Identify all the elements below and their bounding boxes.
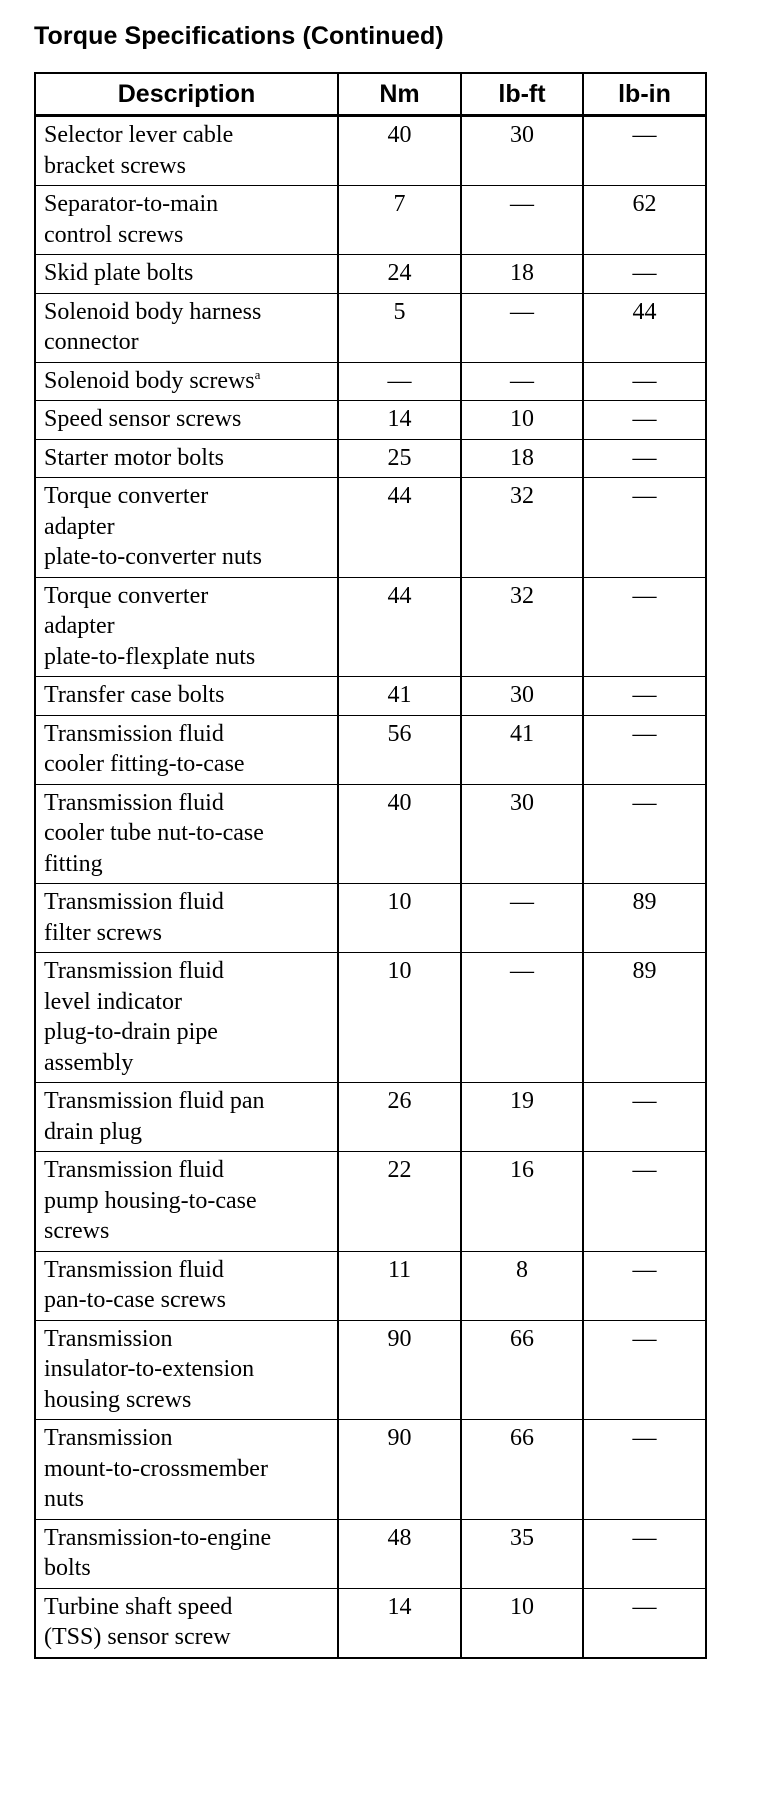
row-description [35, 478, 338, 578]
table-row [35, 186, 706, 255]
row-lb-ft: 16 [461, 1152, 583, 1252]
table-row [35, 362, 706, 401]
column-header-lb-ft: lb-ft [461, 73, 583, 116]
row-lb-in: — [583, 362, 706, 401]
row-nm: 90 [338, 1320, 461, 1420]
description-text: Transmission fluid cooler tube nut-to-case fitting [44, 789, 264, 877]
row-lb-in: — [583, 577, 706, 677]
row-description [35, 362, 338, 401]
row-description [35, 577, 338, 677]
row-description [35, 439, 338, 478]
description-text: Transmission fluid pump housing-to-case screws [44, 1157, 257, 1244]
row-lb-in: — [583, 1083, 706, 1152]
table-row [35, 1519, 706, 1588]
row-nm: 10 [338, 953, 461, 1083]
table-row [35, 1588, 706, 1658]
description-text: Transmission mount-to-crossmember nuts [44, 1425, 268, 1512]
row-lb-ft: 19 [461, 1083, 583, 1152]
row-lb-in: — [583, 1519, 706, 1588]
row-nm: 14 [338, 401, 461, 440]
table-row [35, 1320, 706, 1420]
row-lb-ft: 18 [461, 439, 583, 478]
row-nm: 90 [338, 1420, 461, 1520]
table-row [35, 1420, 706, 1520]
table-row [35, 884, 706, 953]
row-lb-ft: 30 [461, 677, 583, 716]
table-row [35, 401, 706, 440]
description-text: Transfer case bolts [44, 682, 225, 708]
row-lb-in: — [583, 1251, 706, 1320]
row-lb-in: — [583, 784, 706, 884]
row-description [35, 186, 338, 255]
row-description [35, 1588, 338, 1658]
description-text: Torque converter adapter plate-to-converter nuts [44, 483, 262, 570]
row-nm: 22 [338, 1152, 461, 1252]
row-description [35, 953, 338, 1083]
row-lb-in: — [583, 1320, 706, 1420]
row-lb-ft: — [461, 293, 583, 362]
table-row [35, 677, 706, 716]
row-nm: 25 [338, 439, 461, 478]
row-nm: 40 [338, 784, 461, 884]
description-text: Separator-to-main control screws [44, 191, 219, 248]
description-text: Selector lever cable bracket screws [44, 122, 234, 179]
description-text: Starter motor bolts [44, 444, 224, 471]
column-header-description: Description [35, 73, 338, 116]
row-nm: 56 [338, 715, 461, 784]
table-header-row [35, 73, 706, 116]
row-description [35, 884, 338, 953]
row-lb-in: — [583, 116, 706, 186]
table-row [35, 439, 706, 478]
row-lb-ft: 41 [461, 715, 583, 784]
row-nm: 41 [338, 677, 461, 716]
row-nm: 7 [338, 186, 461, 255]
row-lb-ft: 66 [461, 1320, 583, 1420]
row-lb-ft: 8 [461, 1251, 583, 1320]
row-lb-in: — [583, 439, 706, 478]
table-row [35, 784, 706, 884]
row-nm: 44 [338, 577, 461, 677]
row-lb-ft: 66 [461, 1420, 583, 1520]
row-lb-in: — [583, 1152, 706, 1252]
torque-spec-table [34, 72, 707, 1659]
row-description [35, 784, 338, 884]
row-description [35, 1152, 338, 1252]
description-text: Transmission insulator-to-extension housing screws [44, 1325, 255, 1413]
row-description [35, 1519, 338, 1588]
description-text: Torque converter adapter plate-to-flexplate nuts [44, 582, 256, 670]
row-nm: 44 [338, 478, 461, 578]
description-text: Turbine shaft speed (TSS) sensor screw [44, 1593, 233, 1650]
table-body [35, 116, 706, 1658]
row-nm: 40 [338, 116, 461, 186]
row-lb-ft: 10 [461, 1588, 583, 1658]
row-description [35, 677, 338, 716]
row-lb-ft: — [461, 362, 583, 401]
row-lb-ft: 35 [461, 1519, 583, 1588]
row-lb-in: — [583, 715, 706, 784]
row-lb-in: 89 [583, 953, 706, 1083]
row-lb-ft: 10 [461, 401, 583, 440]
row-lb-ft: 30 [461, 784, 583, 884]
description-text: Solenoid body harness connector [44, 298, 262, 355]
description-text: Transmission fluid pan-to-case screws [44, 1256, 226, 1313]
row-nm: 24 [338, 255, 461, 294]
row-lb-in: — [583, 1420, 706, 1520]
row-lb-in: 44 [583, 293, 706, 362]
description-text: Skid plate bolts [44, 260, 194, 286]
row-description [35, 293, 338, 362]
table-row [35, 953, 706, 1083]
row-nm: 10 [338, 884, 461, 953]
row-description [35, 255, 338, 294]
row-description [35, 116, 338, 186]
row-description [35, 401, 338, 440]
row-lb-ft: 18 [461, 255, 583, 294]
row-lb-in: — [583, 255, 706, 294]
table-row [35, 577, 706, 677]
row-nm: 26 [338, 1083, 461, 1152]
row-description [35, 1320, 338, 1420]
footnote-marker: a [254, 366, 261, 382]
row-lb-ft: — [461, 186, 583, 255]
description-text: Transmission fluid level indicator plug-to-drain pipe assembly [44, 958, 224, 1076]
row-lb-ft: 30 [461, 116, 583, 186]
description-text: Solenoid body screws [44, 367, 255, 394]
description-text: Transmission fluid cooler fitting-to-case [44, 720, 245, 777]
row-nm: 11 [338, 1251, 461, 1320]
row-description [35, 1420, 338, 1520]
table-row [35, 1083, 706, 1152]
table-row [35, 715, 706, 784]
description-text: Speed sensor screws [44, 406, 242, 432]
row-description [35, 1083, 338, 1152]
row-description [35, 1251, 338, 1320]
row-nm: 5 [338, 293, 461, 362]
table-row [35, 293, 706, 362]
table-row [35, 478, 706, 578]
row-nm: 48 [338, 1519, 461, 1588]
page-title: Torque Specifications (Continued) [34, 22, 444, 50]
row-lb-in: — [583, 478, 706, 578]
table-row [35, 1251, 706, 1320]
row-lb-in: — [583, 1588, 706, 1658]
table-row [35, 1152, 706, 1252]
description-text: Transmission fluid filter screws [44, 889, 224, 946]
row-lb-ft: — [461, 953, 583, 1083]
column-header-lb-in: lb-in [583, 73, 706, 116]
description-text: Transmission fluid pan drain plug [44, 1088, 265, 1145]
row-description [35, 715, 338, 784]
description-text: Transmission-to-engine bolts [44, 1524, 272, 1581]
row-lb-in: 62 [583, 186, 706, 255]
table-row [35, 116, 706, 186]
row-lb-in: — [583, 677, 706, 716]
table-row [35, 255, 706, 294]
row-nm: 14 [338, 1588, 461, 1658]
row-lb-ft: 32 [461, 478, 583, 578]
row-lb-ft: 32 [461, 577, 583, 677]
row-nm: — [338, 362, 461, 401]
row-lb-in: — [583, 401, 706, 440]
column-header-nm: Nm [338, 73, 461, 116]
row-lb-ft: — [461, 884, 583, 953]
row-lb-in: 89 [583, 884, 706, 953]
